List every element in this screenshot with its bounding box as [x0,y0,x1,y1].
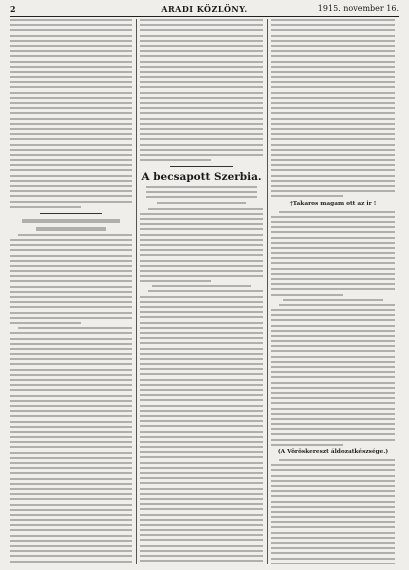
section-divider [170,166,233,167]
article-body [271,211,395,296]
article-body [271,19,395,197]
page-header [10,3,399,15]
column-divider [136,19,137,564]
page-number: 2 [10,4,16,14]
section-divider [40,213,102,214]
article-body [140,208,263,283]
article-heading [10,219,132,231]
section-heading [140,285,263,287]
article-body [271,304,395,446]
section-heading: †Takaros magam ott az ir ! [289,200,377,207]
column-3 [271,19,395,564]
section-heading [271,299,395,301]
article-body [271,459,395,564]
article-heading: A becsapott Szerbia. [141,171,262,184]
article-body [140,290,263,564]
article-body [10,234,132,564]
article-subheading [146,186,257,204]
issue-date: 1915. november 16. [317,4,399,13]
article-body [10,19,132,208]
column-1 [10,19,132,564]
header-rule [10,16,399,17]
newspaper-title: ARADI KÖZLÖNY. [161,4,248,14]
column-2 [140,19,263,564]
section-heading: (A Vöröskereszt áldozatkészsége.) [277,449,389,455]
column-divider [267,19,268,564]
article-body [140,19,263,161]
